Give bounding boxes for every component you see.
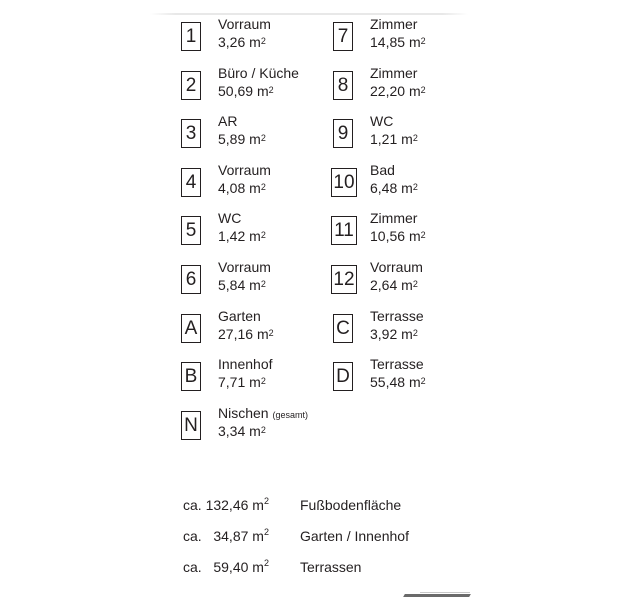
- room-area: 27,16 $m^2$: [218, 326, 274, 342]
- summary-terrace-area: [183, 559, 361, 575]
- room-name: Zimmer: [370, 210, 418, 226]
- bottom-divider-light: [420, 592, 470, 593]
- room-area: 55,48 $m^2$: [370, 374, 426, 390]
- room-area: 5,89 $m^2$: [218, 131, 266, 147]
- room-number-box: 3: [181, 119, 201, 148]
- room-name: Vorraum: [370, 259, 423, 275]
- room-number-box: 1: [181, 22, 201, 51]
- room-number-box: 12: [331, 265, 357, 294]
- room-number-box: 9: [333, 119, 353, 148]
- room-number-box: 10: [331, 168, 357, 197]
- top-divider: [150, 13, 468, 15]
- summary-label: Garten / Innenhof: [300, 528, 409, 544]
- room-area: 5,84 $m^2$: [218, 277, 266, 293]
- room-area: 6,48 $m^2$: [370, 180, 418, 196]
- room-name: Vorraum: [218, 16, 271, 32]
- room-name: Vorraum: [218, 162, 271, 178]
- summary-floor-area: [183, 497, 401, 513]
- summary-garden-area: [183, 528, 409, 544]
- room-number-box: 5: [181, 216, 201, 245]
- room-number-box: 8: [333, 71, 353, 100]
- room-area: 1,42 $m^2$: [218, 228, 266, 244]
- room-area: 2,64 $m^2$: [370, 277, 418, 293]
- room-name: WC: [370, 113, 394, 129]
- room-name: Terrasse: [370, 308, 424, 324]
- summary-value: ca. 59,40 $m^2$: [183, 558, 269, 575]
- room-number-box: 2: [181, 71, 201, 100]
- room-area: 3,92 $m^2$: [370, 326, 418, 342]
- room-name: Vorraum: [218, 259, 271, 275]
- room-number-box: A: [181, 314, 201, 343]
- summary-value: ca. 34,87 $m^2$: [183, 527, 269, 544]
- room-area: 14,85 $m^2$: [370, 34, 426, 50]
- room-number-box: C: [333, 314, 353, 343]
- room-area: 22,20 $m^2$: [370, 83, 426, 99]
- room-name: Nischen (gesamt): [218, 405, 308, 421]
- summary-value: ca. 132,46 $m^2$: [183, 496, 269, 513]
- room-name: WC: [218, 210, 242, 226]
- room-name: Zimmer: [370, 16, 418, 32]
- room-number-box: 4: [181, 168, 201, 197]
- room-number-box: 11: [331, 216, 357, 245]
- room-area: 4,08 $m^2$: [218, 180, 266, 196]
- summary-label: Terrassen: [300, 559, 362, 575]
- room-name: Zimmer: [370, 65, 418, 81]
- room-name: Büro / Küche: [218, 65, 299, 81]
- room-name: Innenhof: [218, 356, 273, 372]
- room-name: Terrasse: [370, 356, 424, 372]
- room-area: 7,71 $m^2$: [218, 374, 266, 390]
- room-number-box: 6: [181, 265, 201, 294]
- room-name: AR: [218, 113, 238, 129]
- room-area: 10,56 $m^2$: [370, 228, 426, 244]
- room-area: 3,34 $m^2$: [218, 423, 266, 439]
- room-name: Bad: [370, 162, 395, 178]
- room-area: 3,26 $m^2$: [218, 34, 266, 50]
- room-number-box: N: [181, 411, 201, 440]
- room-name: Garten: [218, 308, 261, 324]
- room-number-box: 7: [333, 22, 353, 51]
- room-area: 1,21 $m^2$: [370, 131, 418, 147]
- room-area: 50,69 $m^2$: [218, 83, 274, 99]
- room-number-box: B: [181, 362, 201, 391]
- room-name-note: (gesamt): [272, 410, 308, 420]
- summary-label: Fußbodenfläche: [300, 497, 402, 513]
- room-number-box: D: [333, 362, 353, 391]
- bottom-divider: [403, 594, 471, 597]
